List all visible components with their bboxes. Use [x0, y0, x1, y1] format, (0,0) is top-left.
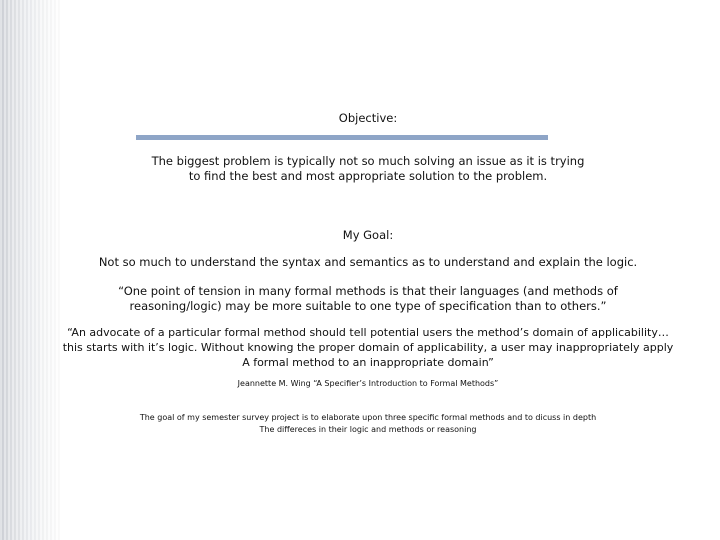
project-text-line-1: The goal of my semester survey project is to elaborate upon three specific formal methods and to dicuss in depth: [139, 413, 597, 422]
objective-heading: Objective:: [338, 111, 398, 125]
heading-divider: [136, 135, 548, 140]
objective-text-line-1: The biggest problem is typically not so much solving an issue as it is trying: [151, 154, 585, 168]
quote-1-line-2: reasoning/logic) may be more suitable to one type of specification than to others.”: [129, 299, 607, 313]
project-text-line-2: The differeces in their logic and methods or reasoning: [259, 425, 477, 434]
objective-text-line-2: to find the best and most appropriate solution to the problem.: [188, 169, 548, 183]
left-edge-decoration: [0, 0, 60, 540]
goal-heading: My Goal:: [342, 228, 394, 242]
quote-1-line-1: “One point of tension in many formal methods is that their languages (and methods of: [118, 284, 618, 298]
goal-statement: Not so much to understand the syntax and semantics as to understand and explain the logic.: [98, 255, 638, 269]
citation: Jeannette M. Wing “A Specifier’s Introduction to Formal Methods”: [237, 379, 499, 388]
quote-2-line-2: this starts with it’s logic. Without knowing the proper domain of applicability, a user may inappropriately apply: [62, 341, 674, 354]
quote-2-line-1: “An advocate of a particular formal method should tell potential users the method’s domain of applicability…: [67, 326, 669, 339]
quote-2-line-3: A formal method to an inappropriate domain”: [242, 356, 494, 369]
